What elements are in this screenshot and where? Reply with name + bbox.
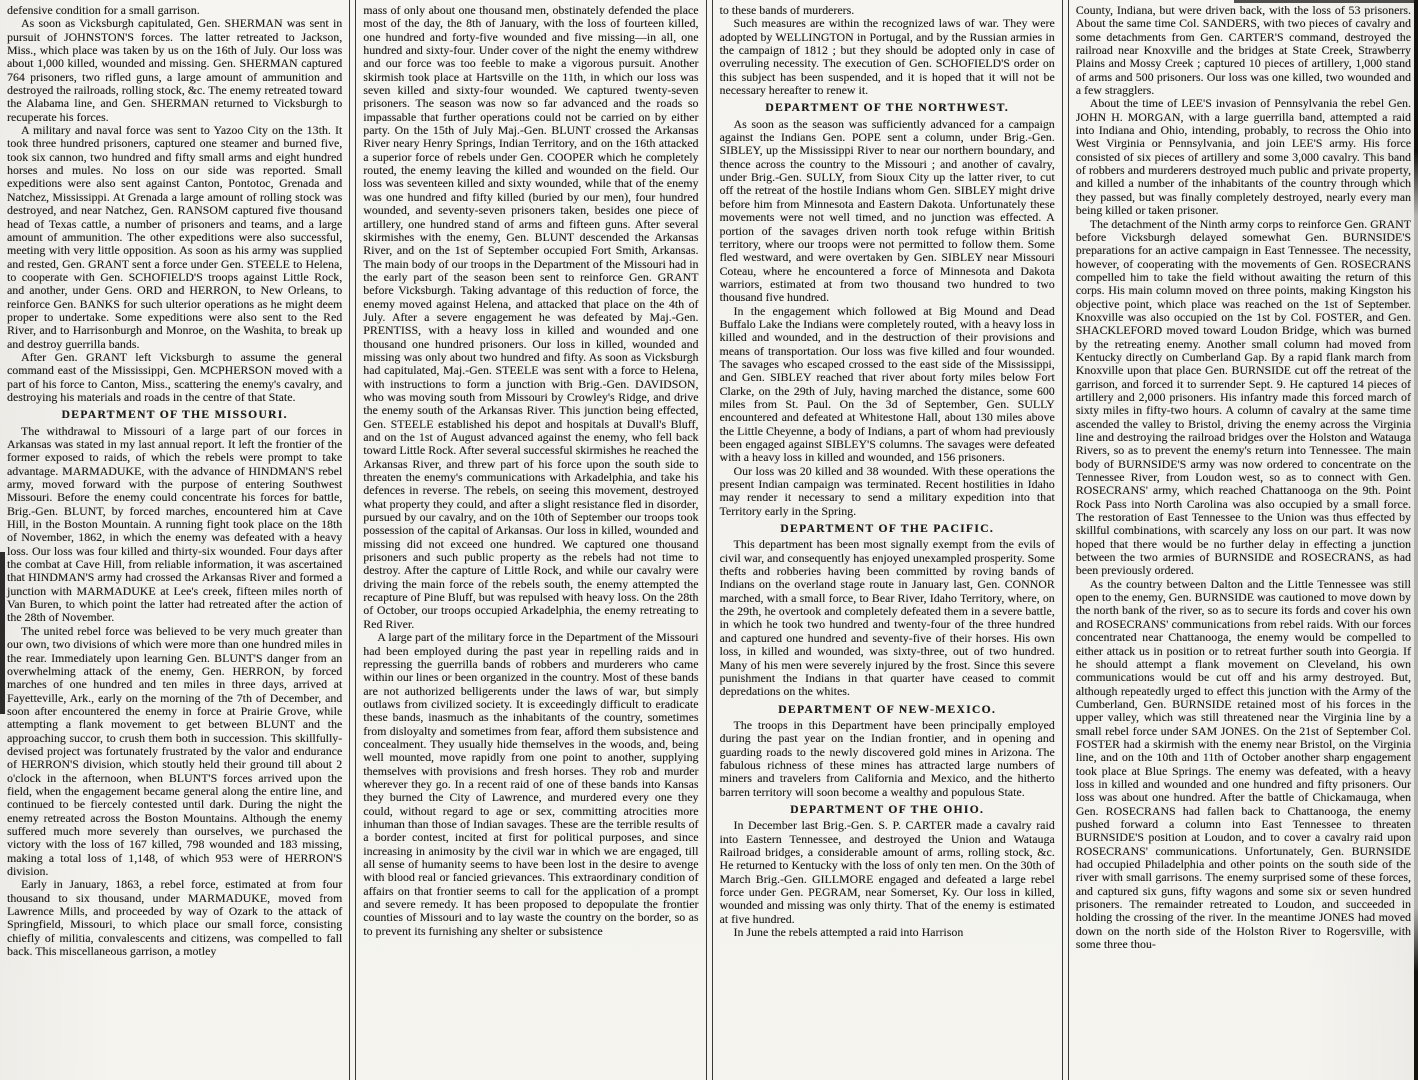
column-divider	[1062, 0, 1069, 1080]
article-paragraph: defensive condition for a small garrison.	[7, 3, 200, 17]
article-paragraph: The withdrawal to Missouri of a large part of our forces in Arkansas was stated in my last annual report. It left the frontier of the former exposed to raids, of which the rebels were prompt to take advantage. MARMADUKE, with the advance of HINDMAN'S rebel army, moved forward with the purpose of entering Southwest Missouri. Before the enemy could concentrate his forces for battle, Brig.-Gen. BLUNT, by forced marches, encountered him at Cave Hill, in the Boston Mountain. A running fight took place on the 18th of November, 1862, in which the enemy was defeated with a heavy loss. Our loss was four killed and thirty-six wounded. Four days after the combat at Cave Hill, from reliable information, it was ascertained that HINDMAN'S army had crossed the Arkansas River and formed a junction with MARMADUKE at Lee's creek, fifteen miles north of Van Buren, to which point the latter had retreated after the action of the 28th of November.	[7, 423, 343, 625]
newspaper-column-1	[0, 0, 349, 1080]
article-paragraph: As the country between Dalton and the Little Tennessee was still open to the enemy, Gen. BURNSIDE was cautioned to move down by the north bank of the river, so as to secure its fords and cover his own and ROSECRANS' communications from rebel raids. With our forces concentrated near Chattanooga, the enemy would be compelled to either attack us in position or to retreat further south into Georgia. If he should attempt a flank movement on Cleveland, his own communications would be cut off and his army destroyed. But, although repeatedly urged to effect this junction with the Army of the Cumberland, Gen. BURNSIDE retained most of his forces in the upper valley, which was still threatened near the Virginia line by a small rebel force under SAM JONES. On the 21st of September Col. FOSTER had a skirmish with the enemy near Bristol, on the Virginia line, and on the 10th and 11th of October another sharp engagement took place at Blue Springs. The enemy was defeated, with a heavy loss in killed and wounded and one hundred and fifty prisoners. Our loss was about one hundred. After the battle of Chickamauga, when Gen. ROSECRANS had fallen back to Chattanooga, the enemy pushed forward a column into East Tennessee to threaten BURNSIDE'S position at Loudon, and to cover a cavalry raid upon ROSECRANS' communications. Unfortunately, Gen. BURNSIDE had occupied Philadelphia and other points on the south side of the river with small garrisons. The enemy surprised some of these forces, and captured six guns, fifty wagons and some six or seven hundred prisoners. The remainder retreated to Loudon, and succeeded in holding the crossing of the river. In the meantime JONES had moved down on the north side of the Holston River to Rogersville, with some three thou-	[1075, 576, 1411, 952]
article-paragraph: As soon as the season was sufficiently advanced for a campaign against the Indians Gen. POPE sent a column, under Brig.-Gen. SIBLEY, up the Mississippi River to near our northern boundary, and thence across the country to the Missouri ; and another of cavalry, under Brig.-Gen. SULLY, from Sioux City up the latter river, to cut off the retreat of the hostile Indians whom Gen. SIBLEY might drive before him from Minnesota and Eastern Dakota. Unfortunately these movements were not well timed, and no junction was effected. A portion of the savages driven north took refuge within British territory, where our troops were not permitted to follow them. Some fled westward, and were overtaken by Gen. SIBLEY near Missouri Coteau, where he encountered a force of Minnesota and Dakota warriors, estimated at from two thousand two hundred to two thousand five hundred.	[719, 116, 1055, 305]
newspaper-column-3	[713, 0, 1062, 1080]
newspaper-column-2	[356, 0, 705, 1080]
article-paragraph: The detachment of the Ninth army corps to reinforce Gen. GRANT before Vicksburgh delayed somewhat Gen. BURNSIDE'S preparations for an active campaign in East Tennessee. The necessity, however, of cooperating with the movements of Gen. ROSECRANS compelled him to take the field without awaiting the return of this corps. His main column moved on three points, making Kingston his objective point, which place was reached on the 1st of September. Knoxville was also occupied on the 1st by Col. FOSTER, and Gen. SHACKLEFORD moved toward Loudon Bridge, which was burned by the retreating enemy. Another small column had moved from Kentucky directly on Cumberland Gap. By a rapid flank march from Knoxville upon that place Gen. BURNSIDE cut off the retreat of the garrison, and forced it to surrender Sept. 9. He captured 14 pieces of artillery and 2,000 prisoners. His infantry made this forced march of sixty miles in fifty-two hours. A column of cavalry at the same time ascended the valley to Bristol, driving the enemy across the Virginia line and destroying the railroad bridges over the Holston and Watauga Rivers, so as to prevent the enemy's return into Tennessee. The main body of BURNSIDE'S army was now ordered to concentrate on the Tennessee River, from Loudon west, so as to connect with Gen. ROSECRANS' army, which reached Chattanooga on the 9th. Point Rock Pass into North Carolina was also occupied by a small force. The restoration of East Tennessee to the Union was thus effected by skillful combinations, with scarcely any loss on our part. It was now hoped that there would be no further delay in effecting a junction between the two armies of BURNSIDE and ROSECRANS, as had been previously ordered.	[1075, 216, 1411, 578]
article-paragraph: The united rebel force was believed to be very much greater than our own, two divisions of which were more than one hundred miles in the rear. Immediately upon learning Gen. BLUNT'S danger from an overwhelming attack of the enemy, Gen. HERRON, by forced marches of one hundred and ten miles in three days, arrived at Fayetteville, Ark., early on the morning of the 7th of December, and soon after encountered the enemy in force at Prairie Grove, while attempting a flank movement to get between BLUNT and the approaching succor, to crush them both in succession. This skillfully-devised project was fortunately frustrated by the valor and endurance of HERRON'S division, which stoutly held their ground till about 2 o'clock in the afternoon, when BLUNT'S forces arrived upon the field, when the engagement became general along the entire line, and continued to be fiercely contested until dark. During the night the enemy retreated across the Boston Mountains. Although the enemy suffered much more severely than ourselves, we purchased the victory with the loss of 167 killed, 798 wounded and 183 missing, making a total loss of 1,148, of which 953 were of HERRON'S division.	[7, 623, 343, 878]
article-paragraph: Our loss was 20 killed and 38 wounded. With these operations the present Indian campaign was terminated. Recent hostilities in Idaho may render it necessary to send a military expedition into that Territory early in the Spring.	[719, 463, 1055, 518]
article-paragraph: The troops in this Department have been principally employed during the past year on the Indian frontier, and in opening and guarding roads to the newly discovered gold mines in Arizona. The fabulous richness of these mines has attracted large numbers of miners and travelers from California and Mexico, and the hitherto barren territory will soon become a wealthy and populous State.	[719, 717, 1055, 799]
section-heading: DEPARTMENT OF THE OHIO.	[790, 802, 985, 816]
section-heading: DEPARTMENT OF THE PACIFIC.	[780, 522, 994, 536]
article-paragraph: About the time of LEE'S invasion of Pennsylvania the rebel Gen. JOHN H. MORGAN, with a large guerrilla band, attempted a raid into Indiana and Ohio, intending, probably, to recross the Ohio into West Virginia or Pennsylvania, and join LEE'S army. His force consisted of six pieces of artillery and some 3,000 cavalry. This band of robbers and murderers destroyed much public and private property, and killed a number of the inhabitants of the country through which they passed, but was finally completely destroyed, nearly every man being killed or taken prisoner.	[1075, 96, 1411, 218]
section-heading: DEPARTMENT OF THE MISSOURI.	[61, 408, 288, 422]
article-paragraph: County, Indiana, but were driven back, with the loss of 53 prisoners. About the same time Col. SANDERS, with two pieces of cavalry and some detachments from Gen. CARTER'S command, destroyed the railroad near Knoxville and the bridges at State Creek, Strawberry Plains and Mossy Creek ; captured 10 pieces of artillery, 1,000 stand of arms and 500 prisoners. Our loss was one killed, two wounded and a few stragglers.	[1075, 3, 1411, 98]
article-paragraph: As soon as Vicksburgh capitulated, Gen. SHERMAN was sent in pursuit of JOHNSTON'S forces. The latter retreated to Jackson, Miss., which place was taken by us on the 16th of July. Our loss was about 1,000 killed, wounded and missing. Gen. SHERMAN captured 764 prisoners, two rifled guns, a large amount of ammunition and destroyed the railroads, rolling stock, &c. The enemy retreated toward the Alabama line, and Gen. SHERMAN returned to Vicksburgh to recuperate his forces.	[7, 16, 343, 124]
article-paragraph: This department has been most signally exempt from the evils of civil war, and consequently has enjoyed unexampled prosperity. Some thefts and robberies having been committed by roving bands of Indians on the overland stage route in January last, Gen. CONNOR marched, with a small force, to Bear River, Idaho Territory, where, on the 29th, he overtook and completely defeated them in a severe battle, in which he took two hundred and twenty-four of the three hundred and captured one hundred and seventy-five of their horses. His own loss, in killed and wounded, was sixty-three, out of two hundred. Many of his men were severely injured by the frost. Since this severe punishment the Indians in that quarter have ceased to commit depredations on the whites.	[719, 537, 1055, 699]
article-paragraph: to these bands of murderers.	[719, 3, 855, 17]
article-paragraph: In December last Brig.-Gen. S. P. CARTER made a cavalry raid into Eastern Tennessee, and destroyed the Union and Watauga Railroad bridges, a considerable amount of arms, rolling stock, &c. He returned to Kentucky with the loss of only ten men. On the 30th of March Brig.-Gen. GILLMORE engaged and defeated a large rebel force under Gen. PEGRAM, near Somerset, Ky. Our loss in killed, wounded and missing was only thirty. That of the enemy is estimated at five hundred.	[719, 818, 1055, 926]
article-paragraph: A military and naval force was sent to Yazoo City on the 13th. It took three hundred prisoners, captured one steamer and burned five, took six cannon, two hundred and fifty small arms and eight hundred horses and mules. No loss on our side was reported. Small expeditions were also sent against Canton, Pontotoc, Grenada and Natchez, Mississippi. At Grenada a large amount of rolling stock was destroyed, and near Natchez, Gen. RANSOM captured five thousand head of Texas cattle, a number of prisoners and teams, and a large amount of ammunition. The other expeditions were also successful, meeting with very little opposition. As soon as his army was supplied and rested, Gen. GRANT sent a force under Gen. STEELE to Helena, to cooperate with Gen. SCHOFIELD'S troops against Little Rock, and another, under Gens. ORD and HERRON, to New Orleans, to reinforce Gen. BANKS for such ulterior operations as he might deem proper to undertake. Some expeditions were also sent to the Red River, and to Harrisonburgh and Monroe, on the Washita, to break up and destroy guerrilla bands.	[7, 123, 343, 351]
article-paragraph: Early in January, 1863, a rebel force, estimated at from four thousand to six thousand, under MARMADUKE, moved from Lawrence Mills, and proceeded by way of Ozark to the attack of Springfield, Missouri, to which place our small force, consisting chiefly of militia, convalescents and citizens, was compelled to fall back. This miscellaneous garrison, a motley	[7, 877, 343, 959]
newspaper-column-4	[1069, 0, 1418, 1080]
article-paragraph: A large part of the military force in the Department of the Missouri had been employed during the past year in repelling raids and in repressing the guerrilla bands of robbers and murderers who came within our lines or been organized in the country. Most of these bands are not authorized belligerents under the laws of war, but simply outlaws from civilized society. It is exceedingly difficult to eradicate these bands, inasmuch as the inhabitants of the country, sometimes from disloyalty and sometimes from fear, afford them subsistence and concealment. They usually hide themselves in the woods, and, being well mounted, move rapidly from one point to another, supplying themselves with provisions and fresh horses. They rob and murder wherever they go. In a recent raid of one of these bands into Kansas they burned the City of Lawrence, and murdered every one they could, without regard to age or sex, committing atrocities more inhuman than those of Indian savages. These are the terrible results of a border contest, incited at first for political purposes, and since increasing in animosity by the civil war in which we are engaged, till all sense of humanity seems to have been lost in the desire to avenge with blood real or fancied grievances. This extraordinary condition of affairs on that frontier seems to call for the application of a prompt and severe remedy. It has been proposed to depopulate the frontier counties of Missouri and to lay waste the country on the border, so as to prevent its furnishing any shelter or subsistence	[363, 630, 699, 938]
article-paragraph: In June the rebels attempted a raid into Harrison	[733, 925, 964, 940]
column-divider	[706, 0, 713, 1080]
article-paragraph: After Gen. GRANT left Vicksburgh to assume the general command east of the Mississippi, Gen. MCPHERSON moved with a part of his force to Canton, Miss., scattering the enemy's cavalry, and destroying his materials and roads in the centre of that State.	[7, 349, 343, 404]
column-divider	[349, 0, 356, 1080]
article-paragraph: In the engagement which followed at Big Mound and Dead Buffalo Lake the Indians were completely routed, with a heavy loss in killed and wounded, and in the destruction of their provisions and means of transportation. Our loss was five killed and four wounded. The savages who escaped crossed to the east side of the Mississippi, and Gen. SIBLEY reached that river about forty miles below Fort Clarke, on the 29th of July, having marched the distance, some 600 miles from St. Paul. On the 3d of September, Gen. SULLY encountered and defeated at Whitestone Hall, about 130 miles above the Little Cheyenne, a body of Indians, a part of whom had previously been engaged against SIBLEY'S columns. The savages were defeated with a heavy loss in killed and wounded, and 156 prisoners.	[719, 303, 1055, 465]
article-paragraph: mass of only about one thousand men, obstinately defended the place most of the day, the 8th of January, with the loss of fourteen killed, one hundred and forty-five wounded and five missing—in all, one hundred and sixty-four. Under cover of the night the enemy withdrew and our force was too feeble to make a vigorous pursuit. Another skirmish took place at Hartsville on the 11th, in which our loss was seven killed and sixty-four wounded. We captured twenty-seven prisoners. The season was now so far advanced and the roads so impassable that further operations could not be carried on by either party. On the 15th of July Maj.-Gen. BLUNT crossed the Arkansas River neary Henry Springs, Indian Territory, and on the 16th attacked a superior force of rebels under Gen. COOPER which he completely routed, the enemy leaving the killed and wounded on the field. Our loss was seventeen killed and sixty wounded, while that of the enemy was one hundred and fifty killed (buried by our men), four hundred wounded, and seventy-seven prisoners taken, besides one piece of artillery, one hundred stand of arms and fifteen guns. After several skirmishes with the enemy, Gen. BLUNT descended the Arkansas River, and on the 1st of September occupied Fort Smith, Arkansas. The main body of our troops in the Department of the Missouri had in the early part of the season been sent to reinforce Gen. GRANT before Vicksburgh. Taking advantage of this reduction of force, the enemy moved against Helena, and attacked that place on the 4th of July. After a severe engagement he was defeated by Maj.-Gen. PRENTISS, with a heavy loss in killed and wounded and one thousand one hundred prisoners. Our loss in killed, wounded and missing was only about two hundred and fifty. As soon as Vicksburgh had capitulated, Maj.-Gen. STEELE was sent with a force to Helena, with instructions to form a junction with Brig.-Gen. DAVIDSON, who was moving south from Missouri by Crowley's Ridge, and drive the enemy south of the Arkansas River. This junction being effected, Gen. STEELE established his depot and hospitals at Duvall's Bluff, and on the 1st of August advanced against the enemy, who fell back toward Little Rock. After several successful skirmishes he reached the Arkansas River, and threw part of his force upon the south side to threaten the enemy's communications with Arkadelphia, and take his defences in reverse. The rebels, on seeing this movement, destroyed what property they could, and after a slight resistance fled in disorder, pursued by our cavalry, and on the 10th of September our troops took possession of the capital of Arkansas. Our loss in killed, wounded and missing did not exceed one hundred. We captured one thousand prisoners and such public property as the rebels had not time to destroy. After the capture of Little Rock, and while our cavalry were driving the main force of the rebels south, the enemy attempted the recapture of Pine Bluff, but was repulsed with heavy loss. On the 28th of October, our troops occupied Arkadelphia, the enemy retreating to Red River.	[363, 3, 699, 631]
article-paragraph: Such measures are within the recognized laws of war. They were adopted by WELLINGTON in Portugal, and by the Russian armies in the campaign of 1812 ; but they should be adopted only in case of overruling necessity. The execution of Gen. SCHOFIELD'S order on this subject has been suspended, and it is hoped that it will not be necessary hereafter to renew it.	[719, 16, 1055, 98]
section-heading: DEPARTMENT OF NEW-MEXICO.	[778, 702, 997, 716]
section-heading: DEPARTMENT OF THE NORTHWEST.	[765, 101, 1009, 115]
